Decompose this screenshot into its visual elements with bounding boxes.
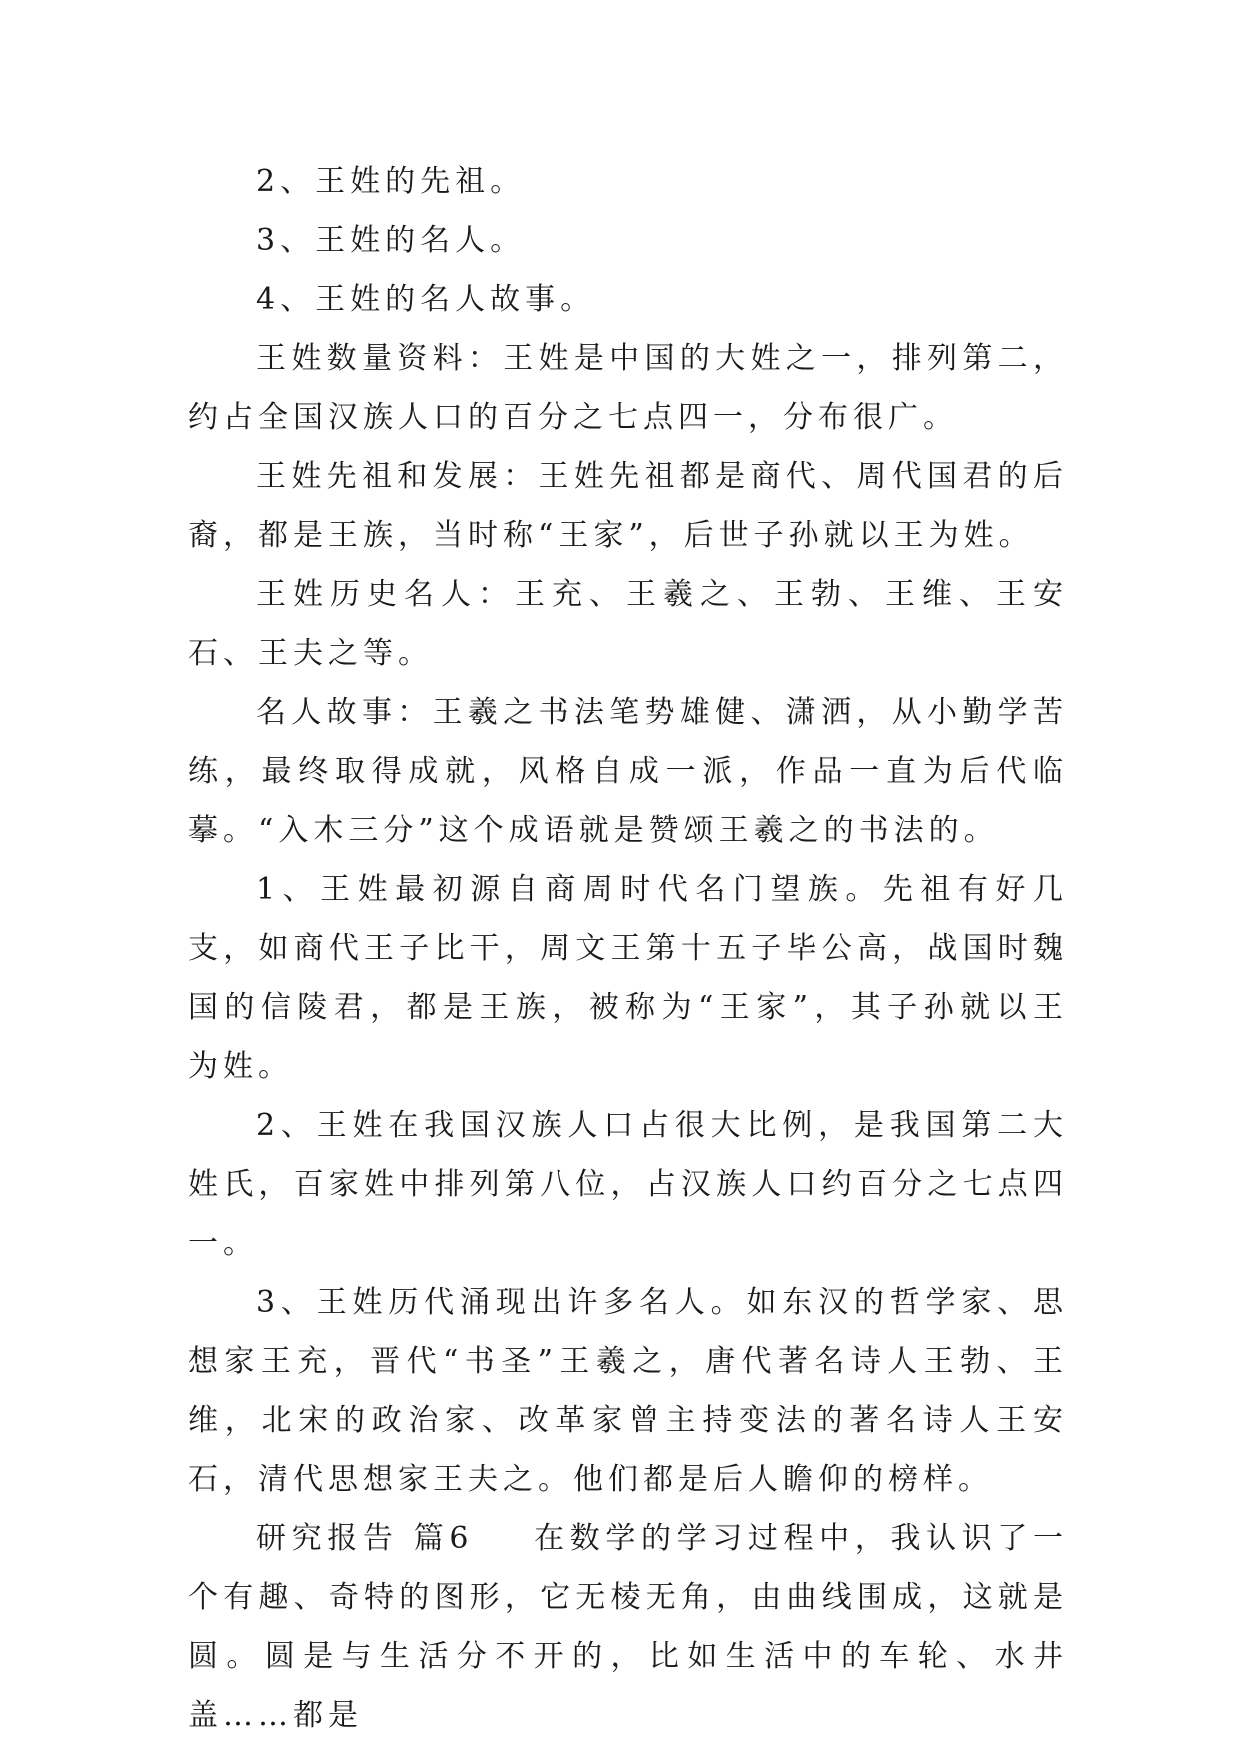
list-item-ancestors: 2、王姓的先祖。 xyxy=(256,164,526,199)
list-item-celebrity-stories: 4、王姓的名人故事。 xyxy=(256,282,596,317)
paragraph-ancestry: 王姓先祖和发展：王姓先祖都是商代、周代国君的后裔，都是王族，当时称“王家”，后世子孙就以王为姓。 xyxy=(188,459,1068,553)
paragraph-famous-people: 3、王姓历代涌现出许多名人。如东汉的哲学家、思想家王充，晋代“书圣”王羲之，唐代著名诗人王勃、王维，北宋的政治家、改革家曾主持变法的著名诗人王安石，清代思想家王夫之。他们都是后人瞻仰的榜样。 xyxy=(188,1285,1068,1497)
paragraph-historical-figures: 王姓历史名人：王充、王羲之、王勃、王维、王安石、王夫之等。 xyxy=(188,577,1068,671)
list-item-celebrities: 3、王姓的名人。 xyxy=(256,223,526,258)
document-page xyxy=(188,152,1068,1745)
paragraph-population: 王姓数量资料：王姓是中国的大姓之一，排列第二，约占全国汉族人口的百分之七点四一，分布很广。 xyxy=(188,341,1068,435)
paragraph-origin: 1、王姓最初源自商周时代名门望族。先祖有好几支，如商代王子比干，周文王第十五子毕公高，战国时魏国的信陵君，都是王族，被称为“王家”，其子孙就以王为姓。 xyxy=(188,872,1068,1084)
paragraph-report-circle: 研究报告 篇6 在数学的学习过程中，我认识了一个有趣、奇特的图形，它无棱无角，由曲线围成，这就是圆。圆是与生活分不开的，比如生活中的车轮、水井盖……都是 xyxy=(188,1521,1068,1733)
paragraph-proportion: 2、王姓在我国汉族人口占很大比例，是我国第二大姓氏，百家姓中排列第八位，占汉族人口约百分之七点四一。 xyxy=(188,1108,1068,1261)
paragraph-story: 名人故事：王羲之书法笔势雄健、潇洒，从小勤学苦练，最终取得成就，风格自成一派，作品一直为后代临摹。“入木三分”这个成语就是赞颂王羲之的书法的。 xyxy=(188,695,1068,848)
